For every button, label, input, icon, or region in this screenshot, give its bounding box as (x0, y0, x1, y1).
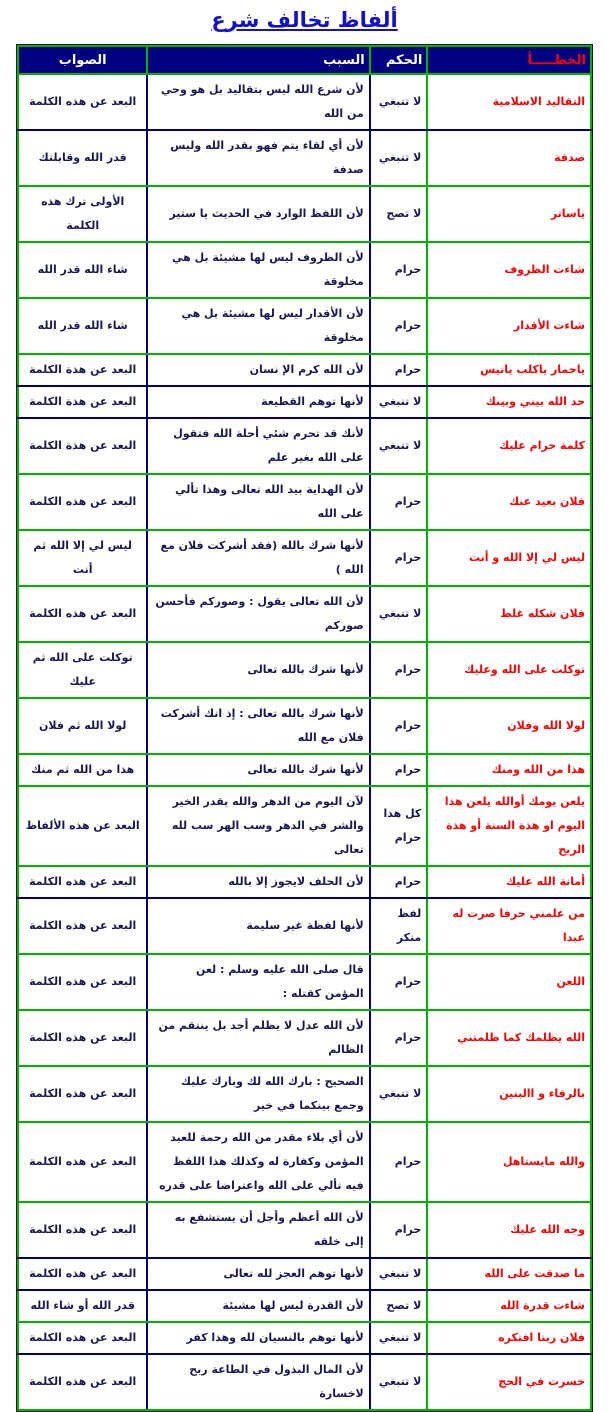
table-row (18, 586, 591, 642)
cell-khata: شاءت الأقدار (427, 298, 591, 354)
page (0, 8, 609, 1400)
cell-sawab: البعد عن هذه الألفاظ (18, 786, 147, 866)
cell-hukm: حرام (370, 354, 428, 386)
cell-sabab: لأن أي لقاء يتم فهو بقدر الله وليس صدفة (147, 130, 369, 186)
table-row (18, 642, 591, 698)
cell-sabab: لأن القدرة ليس لها مشيئة (147, 1290, 369, 1322)
cell-sawab: شاء الله قدر الله (18, 298, 147, 354)
table-row (18, 1322, 591, 1354)
cell-hukm: حرام (370, 754, 428, 786)
cell-khata: وجه الله عليك (427, 1202, 591, 1258)
cell-khata: ما صدقت على الله (427, 1258, 591, 1290)
cell-hukm: لا تنبغي (370, 130, 428, 186)
cell-khata: خسرت في الحج (427, 1354, 591, 1410)
table-row (18, 418, 591, 474)
cell-sabab: لأنها لفظة غير سليمة (147, 898, 369, 954)
cell-hukm: كل هذا حرام (370, 786, 428, 866)
cell-sawab: قدر الله وقابلتك (18, 130, 147, 186)
cell-sawab: البعد عن هذة الكلمة (18, 418, 147, 474)
table-row (18, 186, 591, 242)
cell-hukm: حرام (370, 242, 428, 298)
cell-sawab: البعد عن هذه الكلمة (18, 1122, 147, 1202)
table-row (18, 954, 591, 1010)
cell-hukm: لا تصح (370, 186, 428, 242)
cell-sabab: لأن شرع الله ليس بتقاليد بل هو وحي من الله (147, 74, 369, 130)
table-row (18, 354, 591, 386)
cell-sabab: لأنها شرك بالله تعالى : إذ انك أشركت فلان مع الله (147, 698, 369, 754)
cell-khata: شاءت قدرة الله (427, 1290, 591, 1322)
cell-khata: فلان شكله غلط (427, 586, 591, 642)
header-sawab: الصواب (18, 46, 147, 74)
cell-sawab: البعد عن هذه الكلمة (18, 1258, 147, 1290)
cell-khata: اللعن (427, 954, 591, 1010)
table-row (18, 1202, 591, 1258)
cell-sawab: البعد عن هذه الكلمة (18, 474, 147, 530)
cell-sabab: لأن الله عدل لا يظلم أجد بل ينتقم من الظالم (147, 1010, 369, 1066)
cell-sabab: لأن اللفظ الوارد في الحديث يا ستير (147, 186, 369, 242)
cell-khata: التقاليد الاسلامية (427, 74, 591, 130)
cell-khata: حد الله بيني وبينك (427, 386, 591, 418)
cell-sabab: لأنك قد تحرم شئي أحلة الله فتقول على الله بغير علم (147, 418, 369, 474)
cell-khata: ياساتر (427, 186, 591, 242)
cell-sabab: لأنها توهم القطيعة (147, 386, 369, 418)
cell-sawab: شاء الله قدر الله (18, 242, 147, 298)
cell-hukm: حرام (370, 1122, 428, 1202)
header-hukm: الحكم (370, 46, 428, 74)
cell-sawab: البعد عن هذه الكلمة (18, 866, 147, 898)
cell-sawab: الأولى ترك هذه الكلمة (18, 186, 147, 242)
cell-hukm: حرام (370, 1202, 428, 1258)
table-row (18, 786, 591, 866)
cell-khata: فلان ربنا افتكره (427, 1322, 591, 1354)
cell-sabab: لأن المال البذول في الطاعة ربح لاخسارة (147, 1354, 369, 1410)
cell-khata: لولا الله وفلان (427, 698, 591, 754)
cell-khata: يلعن يومك أوالله يلعن هذا اليوم او هذة السنة أو هذة الريح (427, 786, 591, 866)
cell-hukm: لا تنبغي (370, 586, 428, 642)
cell-khata: بالرفاء و االبنين (427, 1066, 591, 1122)
phrases-table (17, 45, 592, 1411)
cell-hukm: لا تنبغي (370, 386, 428, 418)
table-row (18, 74, 591, 130)
table-row (18, 1258, 591, 1290)
cell-hukm: لا تنبغي (370, 1322, 428, 1354)
cell-sawab: البعد عن هذه الكلمة (18, 586, 147, 642)
cell-sawab: البعد عن هذة الكلمة (18, 386, 147, 418)
table-row (18, 698, 591, 754)
cell-hukm: حرام (370, 298, 428, 354)
cell-sawab: البعد عن هذه الكلمة (18, 1354, 147, 1410)
cell-hukm: لا تنبغي (370, 418, 428, 474)
page-title: ألفاظ تخالف شرع (211, 8, 398, 32)
cell-sabab: لأن الله كرم الإ نسان (147, 354, 369, 386)
header-row (18, 46, 591, 74)
table-row (18, 530, 591, 586)
cell-hukm: حرام (370, 1010, 428, 1066)
cell-hukm: حرام (370, 954, 428, 1010)
cell-sawab: البعد عن هذه الكلمة (18, 898, 147, 954)
cell-khata: شاءت الظروف (427, 242, 591, 298)
table-row (18, 866, 591, 898)
cell-hukm: لفظ منكر (370, 898, 428, 954)
table-row (18, 474, 591, 530)
header-khata: الخطـــــأ (427, 46, 591, 74)
cell-sabab: لأن الأقدار ليس لها مشيئة بل هي مخلوقة (147, 298, 369, 354)
cell-sawab: قدر الله أو شاء الله (18, 1290, 147, 1322)
cell-sawab: هذا من الله ثم منك (18, 754, 147, 786)
cell-sawab: لولا الله ثم فلان (18, 698, 147, 754)
cell-sawab: البعد عن هذه الكلمة (18, 1322, 147, 1354)
cell-hukm: حرام (370, 866, 428, 898)
cell-sawab: البعد عن هذه الكلمة (18, 74, 147, 130)
cell-sabab: لأنها شرك بالله (فقد أشركت فلان مع الله ) (147, 530, 369, 586)
cell-hukm: لا تصح (370, 1290, 428, 1322)
cell-hukm: لا تنبغي (370, 1066, 428, 1122)
cell-sabab: لأن الظروف ليس لها مشيئة بل هي مخلوقة (147, 242, 369, 298)
cell-sabab: لأن أي بلاء مقدر من الله رحمة للعبد المؤمن وكفارة له وكذلك هذا اللفظ فيه تألي على الله واعتراضا على قدره (147, 1122, 369, 1202)
cell-sabab: لأنها توهم العجز لله تعالى (147, 1258, 369, 1290)
cell-khata: ليس لي إلا الله و أنت (427, 530, 591, 586)
cell-khata: الله يظلمك كما ظلمتني (427, 1010, 591, 1066)
cell-sawab: البعد عن هذه الكلمة (18, 1066, 147, 1122)
cell-sabab: لأنها شرك بالله تعالى (147, 754, 369, 786)
cell-sabab: لآن اليوم من الدهر والله يقدر الخير والشر في الدهر وسب الهر سب لله تعالى (147, 786, 369, 866)
header-sabab: السبب (147, 46, 369, 74)
cell-khata: كلمة حرام عليك (427, 418, 591, 474)
cell-hukm: حرام (370, 642, 428, 698)
cell-sabab: لأن الله تعالى يقول : وصوركم فأحسن صوركم (147, 586, 369, 642)
cell-sawab: البعد عن هذه الكلمة (18, 1202, 147, 1258)
cell-khata: والله مايستاهل (427, 1122, 591, 1202)
cell-sawab: ليس لي إلا الله ثم أنت (18, 530, 147, 586)
cell-khata: هذا من الله ومنك (427, 754, 591, 786)
cell-khata: فلان بعيد عنك (427, 474, 591, 530)
cell-sabab: لأنها توهم بالنسيان لله وهذا كفر (147, 1322, 369, 1354)
cell-khata: ياحمار ياكلب ياتيس (427, 354, 591, 386)
table-body (18, 74, 591, 1410)
cell-sabab: لأن الحلف لايجوز إلا بالله (147, 866, 369, 898)
table-row (18, 754, 591, 786)
table-row (18, 898, 591, 954)
cell-khata: أمانة الله عليك (427, 866, 591, 898)
cell-sabab: لأنها شرك بالله تعالى (147, 642, 369, 698)
cell-hukm: حرام (370, 698, 428, 754)
table-row (18, 386, 591, 418)
cell-hukm: حرام (370, 530, 428, 586)
table-header (18, 46, 591, 74)
table-row (18, 1290, 591, 1322)
table-row (18, 1066, 591, 1122)
table-row (18, 1122, 591, 1202)
cell-sabab: الصحيح : بارك الله لك وبارك عليك وجمع بينكما في خير (147, 1066, 369, 1122)
cell-khata: صدفة (427, 130, 591, 186)
cell-hukm: لا تنبغي (370, 1354, 428, 1410)
cell-sabab: قال صلى الله عليه وسلم : لعن المؤمن كقتله : (147, 954, 369, 1010)
cell-sabab: لأن الله أعظم وأجل أن يستشفع به إلى خلقه (147, 1202, 369, 1258)
table-row (18, 298, 591, 354)
phrases-table-wrapper (16, 44, 593, 1412)
cell-khata: من علمني حرفا صرت له عبدا (427, 898, 591, 954)
cell-hukm: لا تنبغي (370, 74, 428, 130)
table-row (18, 130, 591, 186)
table-row (18, 242, 591, 298)
cell-sawab: البعد عن هذة الكلمة (18, 354, 147, 386)
table-row (18, 1354, 591, 1410)
cell-hukm: لا تنبغي (370, 1258, 428, 1290)
cell-hukm: حرام (370, 474, 428, 530)
cell-sawab: توكلت على الله ثم عليك (18, 642, 147, 698)
cell-sawab: البعد عن هذه الكلمة (18, 1010, 147, 1066)
cell-sabab: لأن الهداية بيد الله تعالى وهذا تألي على الله (147, 474, 369, 530)
table-row (18, 1010, 591, 1066)
cell-khata: توكلت على الله وعليك (427, 642, 591, 698)
cell-sawab: البعد عن هذه الكلمة (18, 954, 147, 1010)
